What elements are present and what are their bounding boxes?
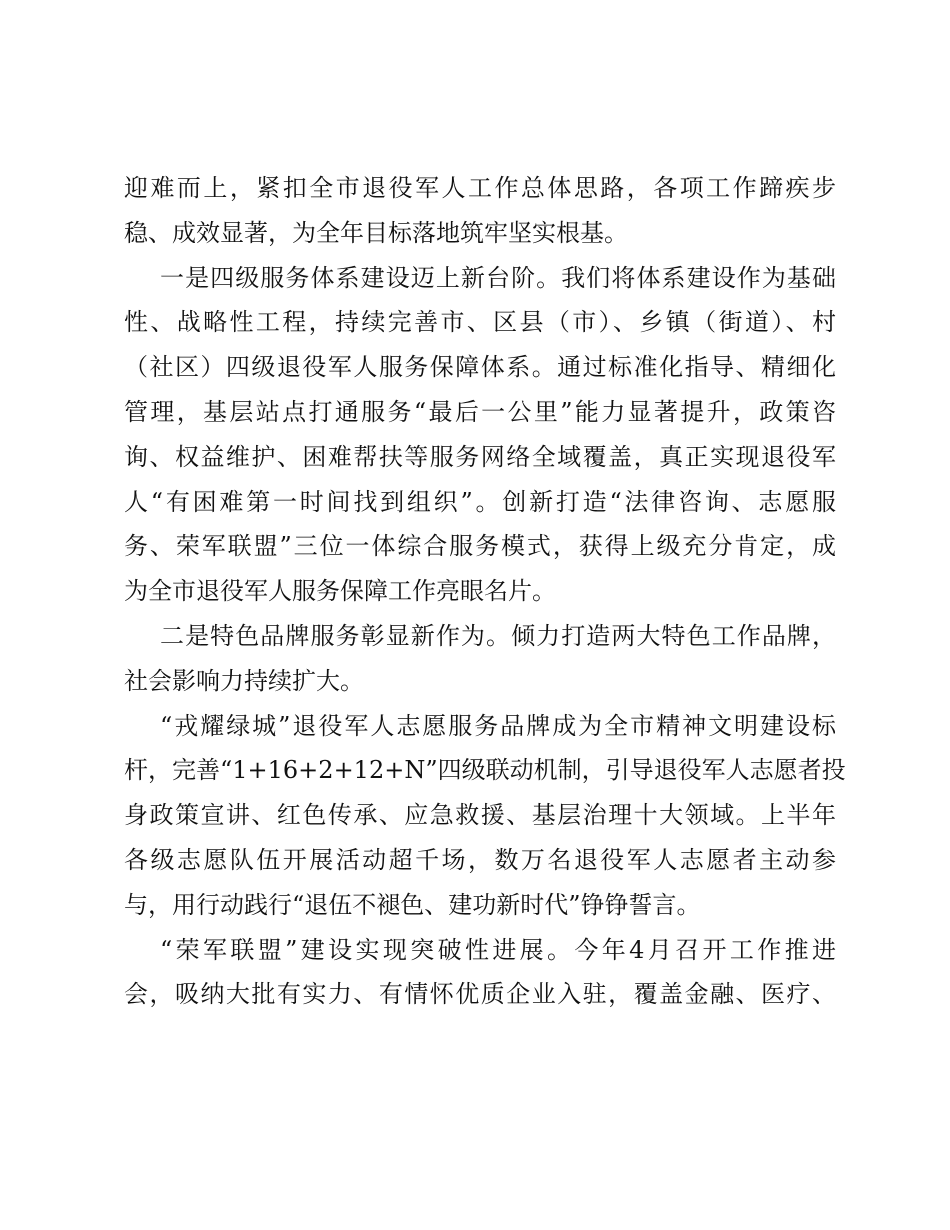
document-body bbox=[124, 166, 846, 1017]
text-line: 迎难而上，紧扣全市退役军人工作总体思路，各项工作蹄疾步 bbox=[124, 174, 836, 202]
text-line: 身政策宣讲、红色传承、应急救援、基层治理十大领域。上半年 bbox=[124, 801, 836, 830]
text-line: 会，吸纳大批有实力、有情怀优质企业入驻，覆盖金融、医疗、 bbox=[124, 980, 836, 1009]
paragraph-heading-line: 一是四级服务体系建设迈上新台阶。我们将体系建设作为基础 bbox=[160, 263, 836, 292]
text-line: 杆，完善“1+16+2+12+N”四级联动机制，引导退役军人志愿者投 bbox=[124, 756, 846, 785]
paragraph-heading-line: 二是特色品牌服务彰显新作为。倾力打造两大特色工作品牌， bbox=[160, 621, 836, 650]
text-line: “荣军联盟”建设实现突破性进展。今年4月召开工作推进 bbox=[160, 935, 836, 964]
text-line: 社会影响力持续扩大。 bbox=[124, 666, 364, 695]
text-line: “戎耀绿城”退役军人志愿服务品牌成为全市精神文明建设标 bbox=[160, 711, 836, 740]
text-line: 人“有困难第一时间找到组织”。创新打造“法律咨询、志愿服 bbox=[124, 487, 836, 516]
text-line: 为全市退役军人服务保障工作亮眼名片。 bbox=[124, 577, 556, 606]
text-line: 与，用行动践行“退伍不褪色、建功新时代”铮铮誓言。 bbox=[124, 890, 701, 919]
text-line: （社区）四级退役军人服务保障体系。通过标准化指导、精细化 bbox=[124, 353, 836, 382]
text-line: 询、权益维护、困难帮扶等服务网络全域覆盖，真正实现退役军 bbox=[124, 442, 836, 471]
text-line: 各级志愿队伍开展活动超千场，数万名退役军人志愿者主动参 bbox=[124, 845, 836, 874]
text-line: 稳、成效显著，为全年目标落地筑牢坚实根基。 bbox=[124, 218, 628, 247]
text-line: 管理，基层站点打通服务“最后一公里”能力显著提升，政策咨 bbox=[124, 397, 836, 426]
text-line: 务、荣军联盟”三位一体综合服务模式，获得上级充分肯定，成 bbox=[124, 532, 836, 561]
text-line: 性、战略性工程，持续完善市、区县（市）、乡镇（街道）、村 bbox=[124, 308, 836, 337]
